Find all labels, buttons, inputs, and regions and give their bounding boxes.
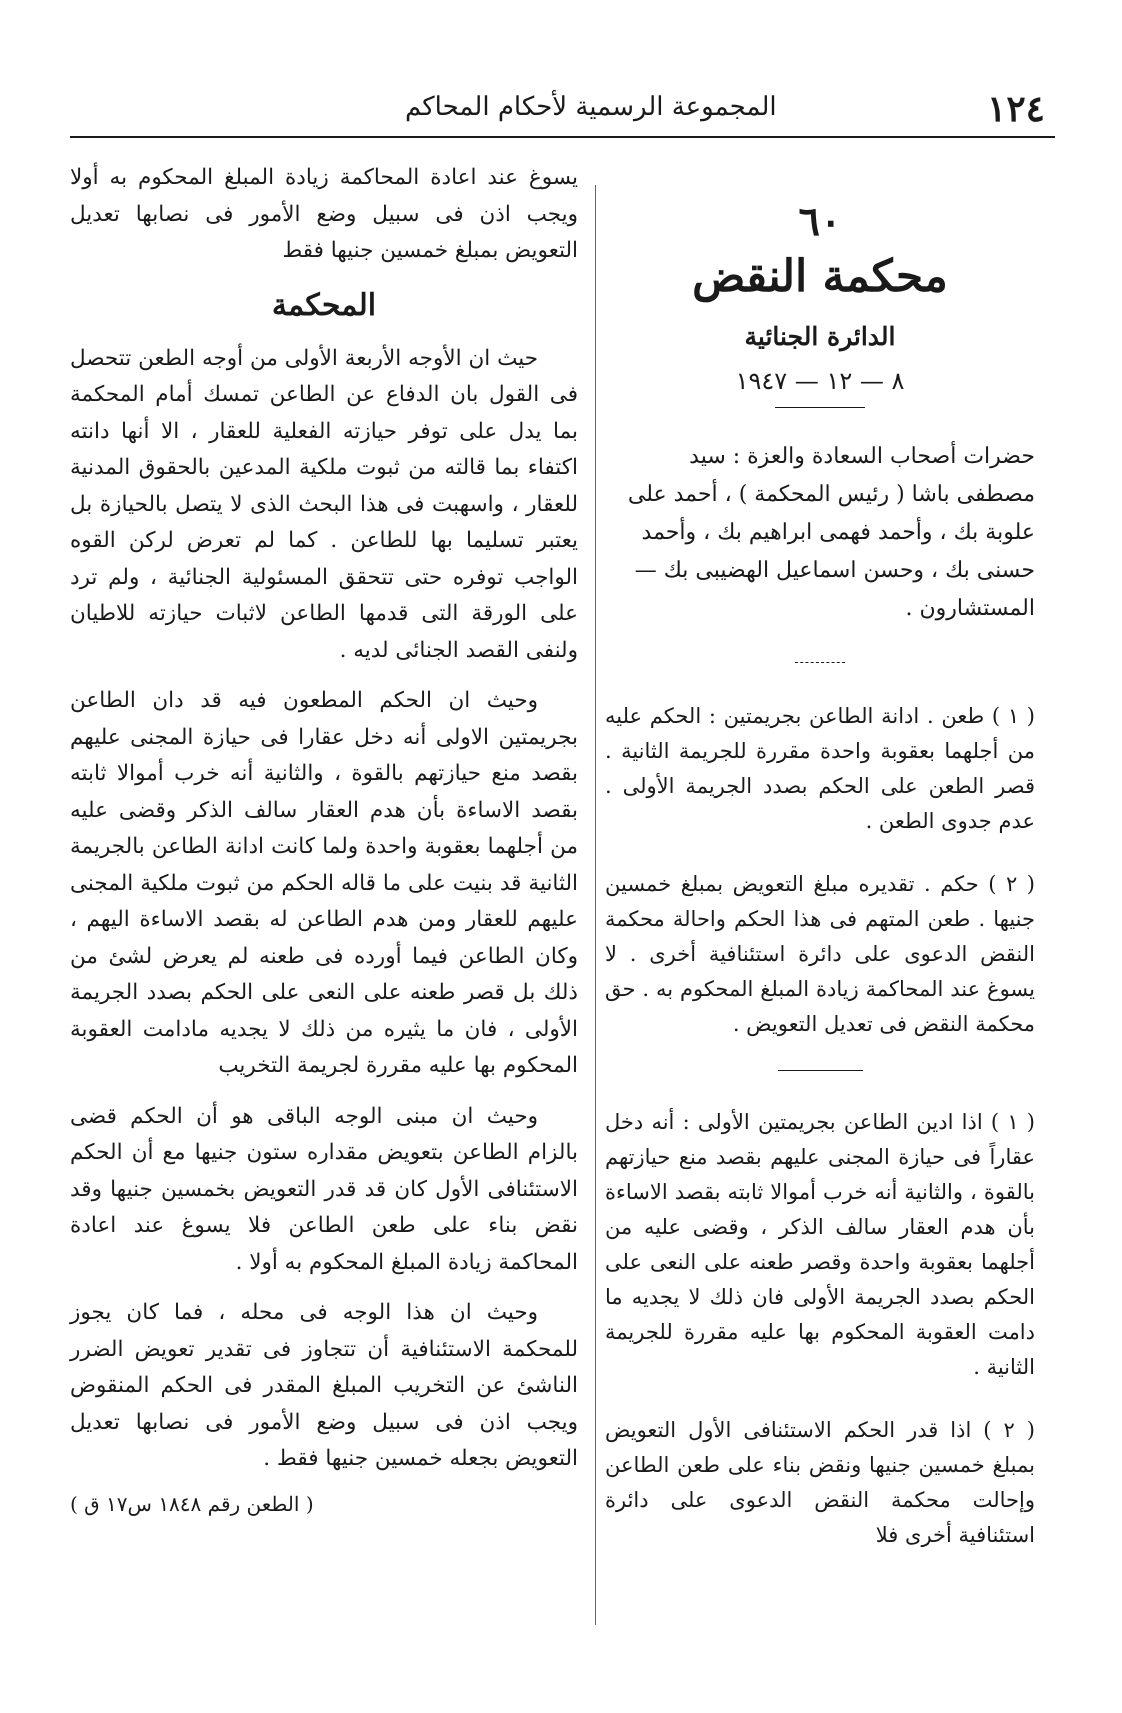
headnote-summary-2: ( ٢ ) حكم . تقديره مبلغ التعويض بمبلغ خمسين جنيها . طعن المتهم فى هذا الحكم واحالة محكمة النقض الدعوى على دائرة استئنافية أخرى . لا يسوغ عند المحاكمة زيادة المبلغ المحكوم به . حق محكمة النقض فى تعديل التعويض . — [605, 872, 1035, 1036]
running-title: المجموعة الرسمية لأحكام المحاكم — [405, 92, 777, 122]
circuit-name: الدائرة الجنائية — [744, 322, 896, 351]
left-column — [70, 160, 578, 1516]
column-divider — [595, 185, 596, 1625]
date-rule — [775, 407, 865, 408]
right-column — [605, 160, 1035, 1581]
case-date: ٨ — ١٢ — ١٩٤٧ — [735, 367, 905, 395]
dashed-separator — [795, 662, 845, 663]
section-heading: المحكمة — [271, 287, 377, 323]
body-paragraph-1: حيث ان الأوجه الأربعة الأولى من أوجه الطعن تتحصل فى القول بان الدفاع عن الطاعن تمسك أمام المحكمة بما يدل على توفر حيازته الفعلية للعقار ، الا أنها دانته اكتفاء بما قالته من ثبوت ملكية المدعين بالحقوق المدنية للعقار ، واسهبت فى هذا البحث الذى لا يتصل بالحيازة بل يعتبر تسليما بها للطاعن . كما لم تعرض لركن القوه الواجب توفره حتى تتحقق المسئولية الجنائية ، ولم ترد على الورقة التى قدمها الطاعن لاثبات حيازته للاطيان ولنفى القصد الجنائى لديه . — [70, 345, 578, 663]
headnote-principle-1: ( ١ ) اذا ادين الطاعن بجريمتين الأولى : أنه دخل عقاراً فى حيازة المجنى عليهم بقصد منع حيازتهم بالقوة ، والثانية أنه خرب أموالا ثابته بقصد الاساءة بأن هدم العقار سالف الذكر ، وقضى عليه من أجلهما بعقوبة واحدة وقصر طعنه على النعى على الحكم بصدد الجريمة الأولى فان ذلك لا يجديه ما دامت العقوبة المحكوم بها عليه مقررة للجريمة الثانية . — [605, 1110, 1036, 1379]
case-citation: ( الطعن رقم ١٨٤٨ س١٧ ق ) — [70, 1491, 314, 1516]
judges-list: حضرات أصحاب السعادة والعزة : سيد مصطفى باشا ( رئيس المحكمة ) ، أحمد على علوبة بك ، وأحمد فهمى ابراهيم بك ، وأحمد حسنى بك ، وحسن اسماعيل الهضيبى بك — المستشارون . — [627, 444, 1035, 621]
court-name: محكمة النقض — [692, 251, 948, 302]
section-rule — [778, 1070, 863, 1071]
header-rule — [70, 136, 1055, 138]
page-number: ١٢٤ — [986, 88, 1045, 130]
body-paragraph-3: وحيث ان مبنى الوجه الباقى هو أن الحكم قضى بالزام الطاعن بتعويض مقداره ستون جنيها مع أن الحكم الاستئنافى الأول كان قد قدر التعويض بخمسين جنيها وقد نقض بناء على طعن الطاعن فلا يسوغ عند اعادة المحاكمة زيادة المبلغ المحكوم به أولا . — [70, 1103, 578, 1275]
continuation-text: يسوغ عند اعادة المحاكمة زيادة المبلغ المحكوم به أولا ويجب اذن فى سبيل وضع الأمور فى نصابها تعديل التعويض بمبلغ خمسين جنيها فقط — [70, 165, 578, 263]
page-header — [85, 88, 1045, 140]
body-paragraph-4: وحيث ان هذا الوجه فى محله ، فما كان يجوز للمحكمة الاستئنافية أن تتجاوز فى تقدير تعويض الضرر الناشئ عن التخريب المبلغ المقدر فى الحكم المنقوض ويجب اذن فى سبيل وضع الأمور فى نصابها تعديل التعويض بجعله خمسين جنيها فقط . — [70, 1300, 578, 1471]
body-paragraph-2: وحيث ان الحكم المطعون فيه قد دان الطاعن بجريمتين الاولى أنه دخل عقارا فى حيازة المجنى عليهم بقصد منع حيازتهم بالقوة ، والثانية أنه خرب أموالا ثابته بقصد الاساءة بأن هدم العقار سالف الذكر وقضى عليه من أجلهما بعقوبة واحدة ولما كانت ادانة الطاعن بالجريمة الثانية قد بنيت على ما قاله الحكم من ثبوت ملكية المجنى عليهم للعقار ومن هدم الطاعن له بقصد الاساءة اليهم ، وكان الطاعن فيما أورده فى طعنه لم يعرض لشئ من ذلك بل قصر طعنه على النعى على الحكم بصدد الجريمة الأولى ، فان ما يثيره من ذلك لا يجديه مادامت العقوبة المحكوم بها عليه مقررة لجريمة التخريب — [70, 688, 578, 1078]
case-number: ٦٠ — [798, 198, 842, 245]
headnote-summary-1: ( ١ ) طعن . ادانة الطاعن بجريمتين : الحكم عليه من أجلهما بعقوبة واحدة مقررة للجريمة الثانية . قصر الطعن على الحكم بصدد الجريمة الأولى . عدم جدوى الطعن . — [605, 704, 1036, 833]
headnote-principle-2: ( ٢ ) اذا قدر الحكم الاستئنافى الأول التعويض بمبلغ خمسين جنيها ونقض بناء على طعن الطاعن وإحالت محكمة النقض الدعوى على دائرة استئنافية أخرى فلا — [605, 1418, 1035, 1547]
